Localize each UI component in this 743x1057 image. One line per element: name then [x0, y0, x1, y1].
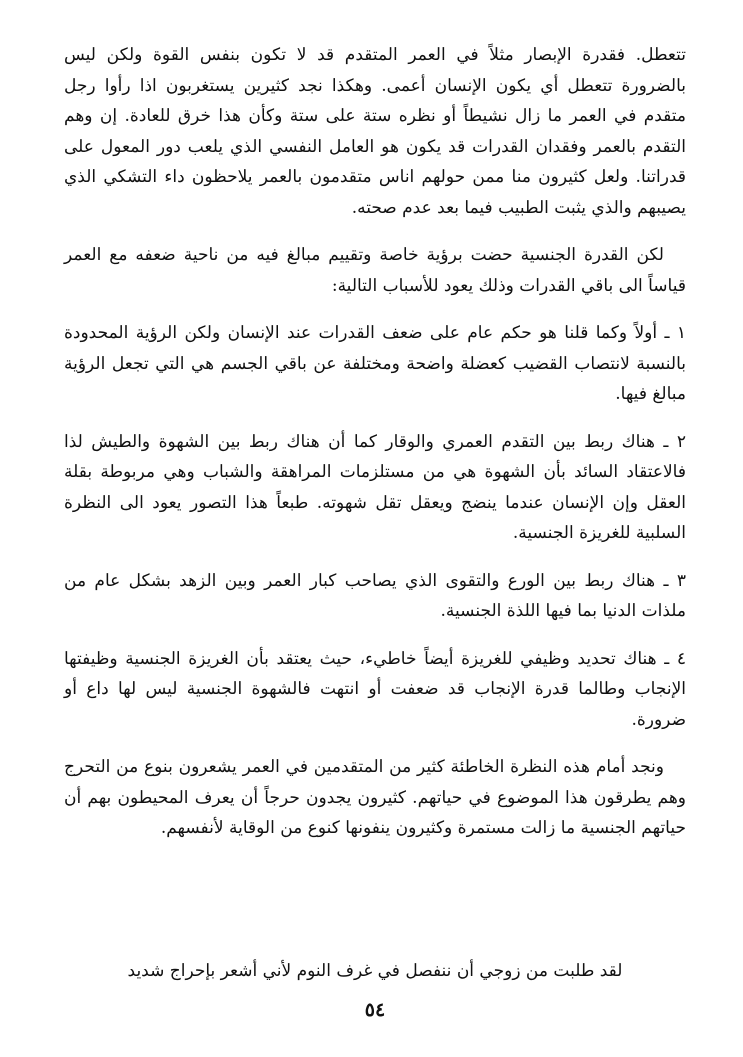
paragraph-point-2: ٢ ـ هناك ربط بين التقدم العمري والوقار كما أن هناك ربط بين الشهوة والطيش لذا فالاعتقاد السائد بأن الشهوة هي من مستلزمات المراهقة والشباب وهي مربوطة بقلة العقل وإن الإنسان عندما ينضج ويعقل تقل شهوته. طبعاً هذا التصور يعود الى النظرة السلبية للغريزة الجنسية.	[64, 431, 686, 543]
paragraph-point-4: ٤ ـ هناك تحديد وظيفي للغريزة أيضاً خاطيء، حيث يعتقد بأن الغريزة الجنسية وظيفتها الإنجاب وطالما قدرة الإنجاب قد ضعفت أو انتهت فالشهوة الجنسية ليس لها داع أو ضرورة.	[64, 648, 686, 730]
book-page	[64, 40, 686, 1030]
paragraph-1: تتعطل. فقدرة الإبصار مثلاً في العمر المتقدم قد لا تكون بنفس القوة ولكن ليس بالضرورة تتعطل أي يكون الإنسان أعمى. وهكذا نجد كثيرين يستغربون اذا رأوا رجل متقدم في العمر ما زال نشيطاً أو نظره ستة على ستة وكأن هذا خرق للعادة. إن وهم التقدم بالعمر وفقدان القدرات قد يكون هو العامل النفسي الذي يلعب دور المعول على قدراتنا. ولعل كثيرون منا ممن حولهم اناس متقدمون بالعمر يلاحظون داء التشكي الذي يصيبهم والذي يثبت الطبيب فيما بعد عدم صحته.	[64, 45, 686, 218]
paragraph-point-3: ٣ ـ هناك ربط بين الورع والتقوى الذي يصاحب كبار العمر وبين الزهد بشكل عام من ملذات الدنيا بما فيها اللذة الجنسية.	[64, 570, 686, 621]
page-number: ٥٤	[364, 999, 386, 1021]
page-body	[64, 40, 686, 861]
paragraph-2: لكن القدرة الجنسية حضت برؤية خاصة وتقييم مبالغ فيه من ناحية ضعفه مع العمر قياساً الى باقي القدرات وذلك يعود للأسباب التالية:	[64, 245, 686, 296]
paragraph-conclusion: ونجد أمام هذه النظرة الخاطئة كثير من المتقدمين في العمر يشعرون بنوع من التحرج وهم يطرقون هذا الموضوع في حياتهم. كثيرون يجدون حرجاً أن يعرف المحيطون بهم أن حياتهم الجنسية ما زالت مستمرة وكثيرون ينفونها كنوع من الوقاية لأنفسهم.	[64, 757, 686, 838]
quote-line: لقد طلبت من زوجي أن ننفصل في غرف النوم لأني أشعر بإحراج شديد	[127, 961, 623, 981]
paragraph-point-1: ١ ـ أولاً وكما قلنا هو حكم عام على ضعف القدرات عند الإنسان ولكن الرؤية المحدودة بالنسبة لانتصاب القضيب كعضلة واضحة ومختلفة عن باقي الجسم هي التي تجعل الرؤية مبالغ فيها.	[64, 323, 686, 404]
